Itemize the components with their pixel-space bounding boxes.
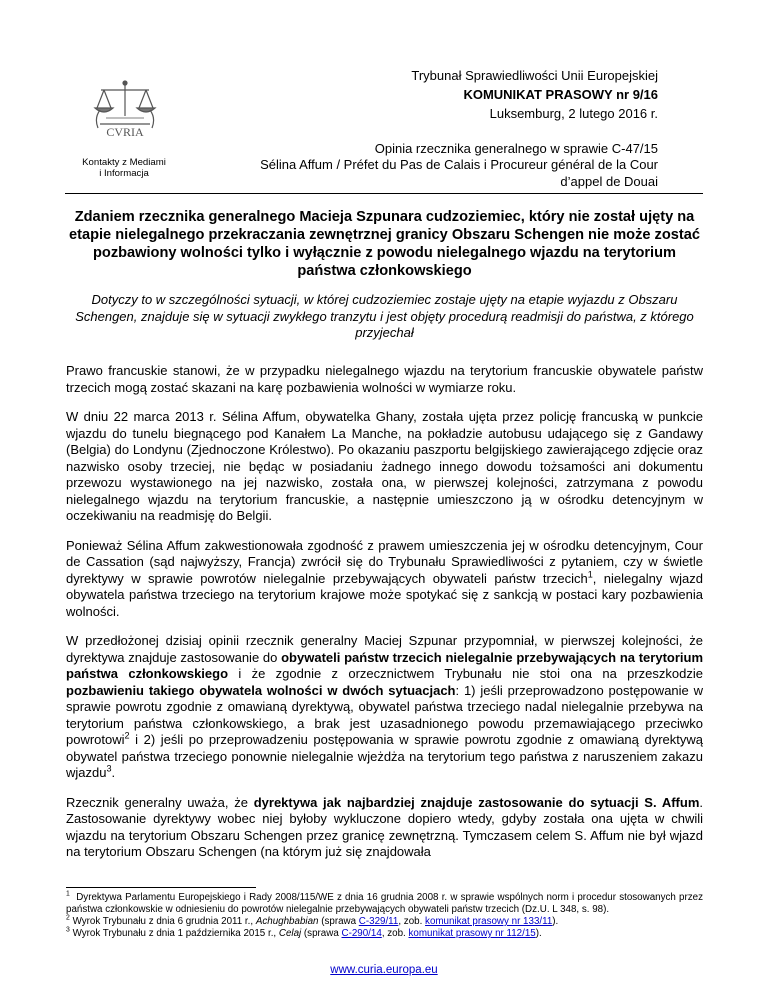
footnote-3: $^3$ Wyrok Trybunału z dnia 1 października 2015 r., Celaj (sprawa C-290/14, zob. komunikat prasowy nr 112/15). — [66, 926, 542, 939]
page-title: Zdaniem rzecznika generalnego Macieja Szpunara cudzoziemiec, który nie został ujęty na etapie nielegalnego przekraczania zewnętrznej granicy Obszaru Schengen nie może zostać pozbawiony wolności tylko i wyłącznie z powodu nielegalnego wjazdu na terytorium państwa członkowskiego — [69, 209, 700, 279]
paragraph-1: Prawo francuskie stanowi, że w przypadku nielegalnego wjazdu na terytorium francuskie obywatele państw trzecich mogą zostać skazani na karę pozbawienia wolności w wymiarze roku. — [66, 363, 703, 395]
scales-of-justice-icon — [92, 78, 158, 150]
paragraph-3: Ponieważ Sélina Affum zakwestionowała zgodność z prawem umieszczenia jej w ośrodku detencyjnym, Cour de Cassation (sąd najwyższy, Francja) zwrócił się do Trybunału Sprawiedliwości z pytaniem, czy w świetle dyrektywy w sprawie powrotów nielegalnie przebywających obywateli państw trzecich$^1$, nielegalny wjazd obywatela państwa trzeciego na terytorium krajowe może spotykać się z sankcją w postaci kary pozbawienia wolności. — [66, 537, 703, 619]
footnote-2: $^2$ Wyrok Trybunału z dnia 6 grudnia 2011 r., Achughbabian (sprawa C-329/11, zob. komunikat prasowy nr 133/11). — [66, 914, 559, 927]
opinion-reference: Opinia rzecznika generalnego w sprawie C-47/15 Sélina Affum / Préfet du Pas de Calais i Procureur général de la Cour d’appel de Douai — [260, 141, 658, 189]
footer — [0, 964, 768, 976]
press-release-link-133-11[interactable]: komunikat prasowy nr 133/11 — [425, 916, 553, 927]
paragraph-2: W dniu 22 marca 2013 r. Sélina Affum, obywatelka Ghany, została ujęta przez policję francuską w punkcie wjazdu do tunelu biegnącego pod Kanałem La Manche, na pokładzie autobusu udającego się z Gandawy (Belgia) do Londynu (Zjednoczone Królestwo). Po okazaniu paszportu belgijskiego zawierającego zdjęcie oraz nazwisko osoby trzeciej, nie będąc w posiadaniu żadnego innego dowodu tożsamości ani dokumentu przewozu wystawionego na jej nazwisko, została ona, w pierwszej kolejności, zatrzymana z powodu nielegalnego wjazdu na terytorium francuskie, a następnie umieszczono ją w ośrodku detencyjnym w oczekiwaniu na readmisję do Belgii. — [66, 409, 703, 523]
place-date: Luksemburg, 2 lutego 2016 r. — [489, 106, 658, 121]
paragraph-5: Rzecznik generalny uważa, że dyrektywa jak najbardziej znajduje zastosowanie do sytuacji S. Affum. Zastosowanie dyrektywy wobec niej byłoby wykluczone dopiero wtedy, gdyby została ona ujęta w chwili wjazdu na terytorium Obszaru Schengen przez granicę zewnętrzną. Tymczasem celem S. Affum nie był wjazd na terytorium Obszaru Schengen (na którym już się znajdowała — [66, 794, 704, 859]
page-subtitle: Dotyczy to w szczególności sytuacji, w której cudzoziemiec zostaje ujęty na etapie wyjazdu z Obszaru Schengen, znajduje się w sytuacji zwykłego tranzytu i jest objęty procedurą readmisji do państwa, z którego przyjechał — [75, 292, 694, 340]
press-release-link-112-15[interactable]: komunikat prasowy nr 112/15 — [408, 928, 536, 939]
curia-website-link[interactable]: www.curia.europa.eu — [330, 964, 438, 976]
curia-logo-text: CVRIA — [106, 125, 144, 139]
release-number: KOMUNIKAT PRASOWY nr 9/16 — [463, 87, 658, 102]
footnotes — [66, 892, 703, 940]
media-contact-label: Kontakty z Mediami i Informacja — [82, 157, 166, 179]
footnote-divider — [66, 887, 256, 888]
court-name: Trybunał Sprawiedliwości Unii Europejskiej — [411, 68, 658, 83]
body-text — [66, 363, 703, 874]
footnote-1: $^1$ Dyrektywa Parlamentu Europejskiego i Rady 2008/115/WE z dnia 16 grudnia 2008 r. w sprawie wspólnych norm i procedur stosowanych przez państwa członkowskie w odniesieniu do powrotów nielegalnie przebywających obywateli państw trzecich (Dz.U. L 348, s. 98). — [66, 890, 703, 915]
footnote-ref-3: 3 — [106, 763, 112, 774]
footnote-ref-1: 1 — [587, 569, 593, 580]
paragraph-4: W przedłożonej dzisiaj opinii rzecznik generalny Maciej Szpunar przypomniał, w pierwszej kolejności, że dyrektywa znajduje zastosowanie do obywateli państw trzecich nielegalnie przebywających na terytorium państwa członkowskiego i że zgodnie z orzecznictwem Trybunału nie stoi ona na przeszkodzie pozbawieniu takiego obywatela wolności w dwóch sytuacjach: 1) jeśli przeprowadzono postępowanie w sprawie powrotu zgodnie z omawianą dyrektywą, obywatel państwa trzeciego nadal nielegalnie przebywa na terytorium państwa członkowskiego, a brak jest uzasadnionego powodu przemawiającego przeciwko powrotowi$^2$ i 2) jeśli po przeprowadzeniu postępowania w sprawie powrotu zgodnie z omawianą dyrektywą obywatel państwa trzeciego ponownie nielegalnie wjeżdża na terytorium tego państwa z naruszeniem zakazu wjazdu$^3$. — [66, 633, 704, 780]
header-divider — [65, 193, 703, 194]
case-link-c-290-14[interactable]: C-290/14 — [341, 928, 382, 939]
header-block — [411, 66, 658, 123]
case-link-c-329-11[interactable]: C-329/11 — [358, 916, 399, 927]
footnote-ref-2: 2 — [124, 730, 130, 741]
